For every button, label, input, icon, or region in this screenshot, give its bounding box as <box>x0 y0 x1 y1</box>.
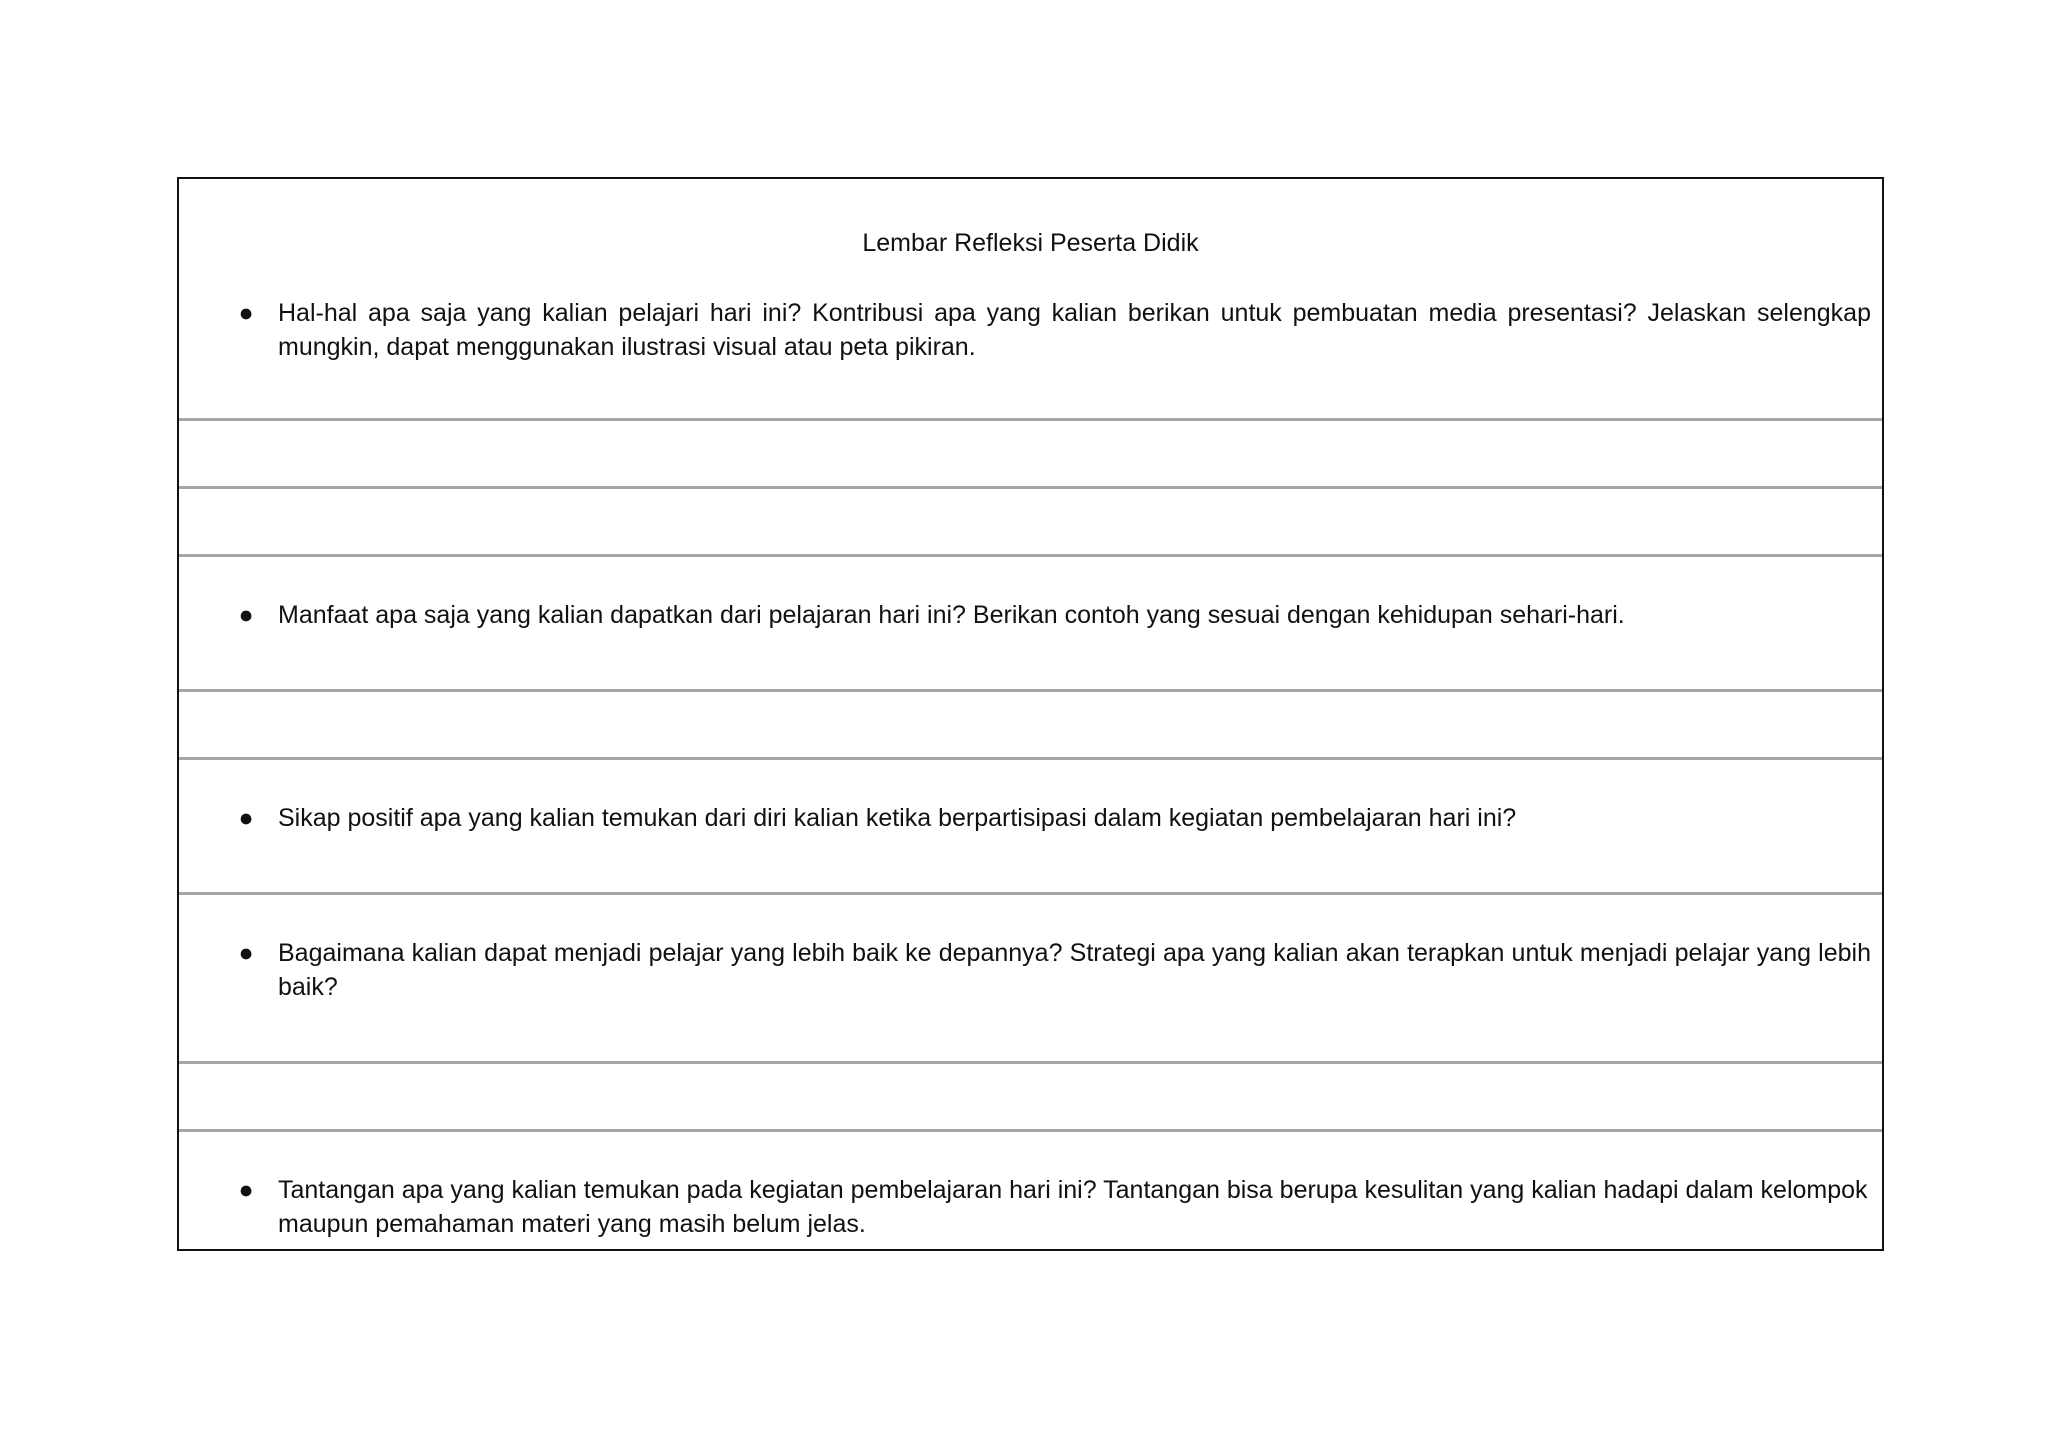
question-text: Hal-hal apa saja yang kalian pelajari hari ini? Kontribusi apa yang kalian berikan untuk pembuatan media presentasi? Jelaskan selengkap mungkin, dapat menggunakan ilustrasi visual atau peta pikiran. <box>278 299 1871 361</box>
bullet-icon: ● <box>238 299 254 327</box>
question-text: Tantangan apa yang kalian temukan pada kegiatan pembelajaran hari ini? Tantangan bisa berupa kesulitan yang kalian hadapi dalam kelompok maupun pemahaman materi yang masih belum jelas. <box>278 1176 1868 1238</box>
bullet-icon: ● <box>238 939 254 967</box>
bullet-icon: ● <box>238 804 254 832</box>
question-text: Bagaimana kalian dapat menjadi pelajar yang lebih baik ke depannya? Strategi apa yang kalian akan terapkan untuk menjadi pelajar yang lebih baik? <box>278 939 1871 1001</box>
question-item-3 <box>234 801 1871 835</box>
reflection-sheet <box>177 177 1884 1251</box>
question-item-1 <box>234 296 1871 364</box>
question-text: Manfaat apa saja yang kalian dapatkan dari pelajaran hari ini? Berikan contoh yang sesuai dengan kehidupan sehari-hari. <box>278 601 1625 629</box>
question-item-2 <box>234 598 1871 632</box>
answer-line <box>179 554 1882 557</box>
sheet-title: Lembar Refleksi Peserta Didik <box>862 229 1199 257</box>
question-text: Sikap positif apa yang kalian temukan dari diri kalian ketika berpartisipasi dalam kegiatan pembelajaran hari ini? <box>278 804 1517 832</box>
question-item-4 <box>234 936 1871 1004</box>
answer-line <box>179 1129 1882 1132</box>
answer-line <box>179 757 1882 760</box>
question-item-5 <box>234 1173 1871 1241</box>
answer-line <box>179 486 1882 489</box>
answer-line <box>179 689 1882 692</box>
answer-line <box>179 892 1882 895</box>
answer-line <box>179 418 1882 421</box>
bullet-icon: ● <box>238 1176 254 1204</box>
bullet-icon: ● <box>238 601 254 629</box>
answer-line <box>179 1061 1882 1064</box>
